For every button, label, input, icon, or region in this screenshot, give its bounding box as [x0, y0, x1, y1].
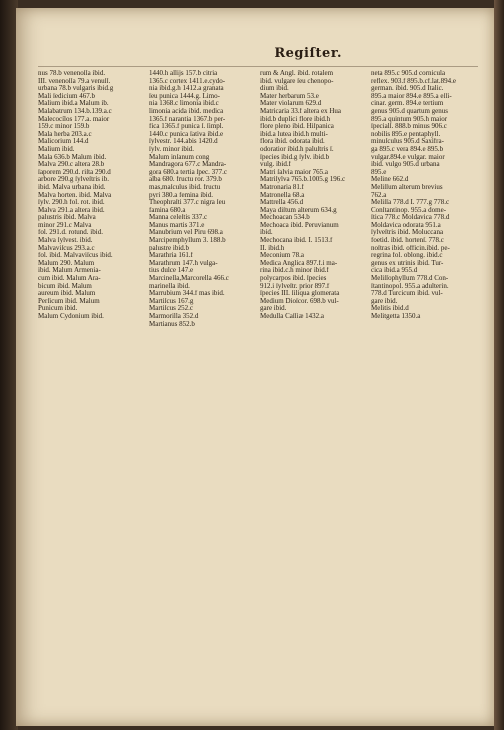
index-entry-line: aureum ibid. Malum	[38, 290, 96, 298]
index-entry-line: Theophraſti 377.c nigra ſeu	[149, 199, 226, 207]
index-entry-line: Matricaria 33.f altera ex Hua	[260, 107, 342, 115]
index-entry-line: bicum ibid. Malum	[38, 282, 92, 290]
index-entry-line: 895.a maior 894.e 895.a eſſi-	[371, 92, 452, 100]
index-entry-line: neta 895.c 905.d cornicula	[371, 70, 446, 77]
index-entry-line: ibid.	[260, 229, 273, 237]
index-entry-line: II. ibid.h	[260, 244, 285, 252]
index-entry-line: ſaporem 290.d. riſta 290.d	[38, 168, 111, 176]
index-entry-line: Malum inſanum cong	[149, 153, 210, 161]
index-entry-line: Martiſcus 167.g	[149, 297, 194, 305]
index-entry-line: mas,maſculus ibid. fructu	[149, 183, 221, 191]
index-entry-line: ga 895.c vera 894.e 895.b	[371, 145, 444, 153]
index-entry-line: palustris ibid. Malva	[38, 214, 96, 222]
index-entry-line: Mali ſedicium 467.b	[38, 92, 95, 100]
index-entry-line: famina 680.a	[149, 206, 186, 214]
index-entry-line: Marcinella,Marcorella 466.c	[149, 275, 229, 283]
index-entry-line: Perſicum ibid. Malum	[38, 297, 100, 305]
index-entry-line: ſylveſtris ibid. Moluccana	[371, 229, 444, 237]
index-entry-line: odoratior ibid.h paluſtris ſ.	[260, 145, 334, 153]
index-entry-line: 1440.c punica ſativa ibid.e	[149, 130, 224, 138]
header-rule	[38, 66, 478, 67]
index-entry-line: fica 1365.f punica ſ. ſimpl.	[149, 123, 224, 131]
index-entry-line: Meliſſa 778.d I. 777.g 778.c	[371, 199, 450, 207]
index-entry-line: Meliſſum alterum brevius	[371, 183, 443, 191]
index-entry-line: Meline 662.d	[371, 176, 409, 184]
index-entry-line: Mater violarum 629.d	[260, 100, 322, 108]
index-entry-line: vulg. ibid.f	[260, 161, 291, 169]
index-entry-line: 778.d Turcicum ibid. vul-	[371, 290, 443, 298]
index-entry-line: gare ibid.	[260, 305, 287, 313]
index-entry-line: Marmorilla 352.d	[149, 313, 199, 320]
register-page	[16, 8, 494, 726]
index-entry-line: regrina fol. oblong. ibid.c	[371, 252, 443, 260]
index-entry-line: urbana 78.b vulgaris ibid.g	[38, 85, 114, 93]
page-title: Regiſter.	[274, 46, 342, 61]
index-entry-line: ſtica 778.c Moldavica 778.d	[371, 214, 450, 222]
index-entry-line: noſtras ibid. officin.ibid. pe-	[371, 244, 450, 252]
index-entry-line: limonia acida ibid. medica	[149, 107, 224, 115]
index-entry-line: Manna celeſtis 337.c	[149, 214, 208, 222]
index-entry-line: nia ibid.g.h 1412.a granata	[149, 85, 224, 93]
index-entry-line: ibid. Malva urbana ibid.	[38, 183, 106, 191]
index-entry-line: fol. 291.d. rotund. ibid.	[38, 229, 103, 237]
index-entry-line: Malum 290. Malum	[38, 259, 95, 267]
index-entry-line: minuſculus 905.d Saxifra-	[371, 138, 444, 146]
index-entry-line: Marathria 161.f	[149, 252, 193, 260]
index-entry-line: ſpecies III. ſiliqua glomerata	[260, 290, 340, 298]
index-entry-line: marinella ibid.	[149, 282, 190, 290]
index-entry-line: Malva ſylvest. ibid.	[38, 237, 93, 245]
index-entry-line: Malva 290.c altera 28.b	[38, 161, 105, 169]
index-entry-line: Punicum ibid.	[38, 305, 78, 313]
index-entry-line: pyri 380.a femina ibid.	[149, 191, 213, 199]
index-entry-line: Medica Anglica 897.f.i ma-	[260, 259, 338, 267]
index-entry-line: Mater herbarum 53.e	[260, 92, 319, 100]
index-entry-line: Meliſſophyllum 778.d Con-	[371, 275, 449, 283]
index-entry-line: gora 680.a tertia ſpec. 377.c	[149, 168, 227, 176]
index-entry-line: Mechoacan 534.b	[260, 214, 310, 222]
index-entry-line: Malum Cydonium ibid.	[38, 313, 104, 320]
index-entry-line: rum & Angl. ibid. rotalem	[260, 70, 334, 77]
index-entry-line: Medium Dioſcor. 698.b vul-	[260, 297, 339, 305]
index-entry-line: Conſtantinop. 955.a dome-	[371, 206, 447, 214]
index-entry-line: Manus martis 371.e	[149, 221, 205, 229]
index-entry-line: ibid. Malum Armenia-	[38, 267, 101, 275]
index-entry-line: foetid. ibid. hortenſ. 778.c	[371, 237, 444, 245]
index-entry-line: flore pleno ibid. Hiſpanica	[260, 123, 334, 131]
index-entry-line: arbore 290.g ſylveſtris ib.	[38, 176, 109, 184]
index-entry-line: ibid.a lutea ibid.h multi-	[260, 130, 328, 138]
index-entry-line: Mechoaca ibid. Peruvianum	[260, 221, 339, 229]
index-entry-line: Melitis ibid.d	[371, 305, 409, 313]
index-entry-line: 912.i ſylveſtr. prior 897.f	[260, 282, 330, 290]
page-edge	[494, 0, 504, 730]
index-entry-line: cica ibid.a 955.d	[371, 267, 418, 275]
index-entry-line: dium ibid.	[260, 85, 289, 93]
index-entry-line: ſpecialſ. 888.b minus 906.c	[371, 123, 447, 131]
index-entry-line: ſpecies ibid.g ſylv. ibid.b	[260, 153, 330, 161]
index-entry-line: Malva 291.a altera ibid.	[38, 206, 105, 214]
index-entry-line: ſylvestr. 144.abis 1420.d	[149, 138, 218, 146]
index-entry-line: Mandragora 677.c Mandra-	[149, 161, 227, 169]
index-entry-line: 895.a quintum 905.h maior	[371, 115, 448, 123]
index-entry-line: nus 78.b venenoſſa ibid.	[38, 70, 106, 77]
index-entry-line: Malium ibid.	[38, 145, 75, 153]
index-entry-line: Mala 636.b Malum ibid.	[38, 153, 107, 161]
index-entry-line: 159.c minor 159.b	[38, 123, 90, 131]
index-entry-line: genus ex utrinis ibid. Tur-	[371, 259, 444, 267]
index-entry-line: Melitgetta 1350.a	[371, 313, 421, 320]
index-entry-line: 895.e	[371, 168, 387, 176]
index-entry-line: cum ibid. Malum Ara-	[38, 275, 101, 283]
index-entry-line: Matronaria 81.f	[260, 183, 304, 191]
index-entry-line: Malicorium 144.d	[38, 138, 89, 146]
index-entry-line: ibid. vulgo 905.d urbana	[371, 161, 440, 169]
index-entry-line: Mala herba 203.a.c	[38, 130, 92, 138]
index-entry-line: Medulla Caſſiæ 1432.a	[260, 313, 324, 320]
index-entry-line: Malvaviſcus 293.a.c	[38, 244, 95, 252]
index-entry-line: tius dulce 147.e	[149, 267, 194, 275]
index-entry-line: Manubrium vel Piru 698.a	[149, 229, 223, 237]
index-column-3	[260, 70, 367, 328]
index-entry-line: Mattrella 456.d	[260, 199, 304, 207]
index-entry-line: 762.a	[371, 191, 387, 199]
index-entry-line: Maya diſtum alterum 634.g	[260, 206, 337, 214]
index-entry-line: Meconium 78.a	[260, 252, 304, 260]
index-entry-line: rina ibid.c.h minor ibid.f	[260, 267, 329, 275]
index-entry-line: genus 905.d quartum genus	[371, 107, 448, 115]
index-columns	[38, 70, 478, 328]
index-entry-line: cinar. germ. 894.e tertium	[371, 100, 444, 108]
index-entry-line: vulgar.894.e vulgar. maior	[371, 153, 445, 161]
index-column-1	[38, 70, 145, 328]
index-entry-line: 1365.f narantia 1367.b per-	[149, 115, 226, 123]
index-entry-line: ſtantinopol. 955.a adulterin.	[371, 282, 449, 290]
index-entry-line: Moldavica odorata 951.a	[371, 221, 441, 229]
index-entry-line: nobilis 895.e pentaphyll.	[371, 130, 441, 138]
index-column-2	[149, 70, 256, 328]
index-entry-line: ſylv. 290.h fol. rot. ibid.	[38, 199, 105, 207]
index-entry-line: alba 680. fructu ror. 379.b	[149, 176, 222, 184]
index-entry-line: III. venenoſſa 79.a venuſſ.	[38, 77, 111, 85]
index-entry-line: minor 291.c Malva	[38, 221, 92, 229]
index-entry-line: ſeu punica 1444.g. Limo-	[149, 92, 220, 100]
index-entry-line: 1440.h allijs 157.b citria	[149, 70, 218, 77]
index-entry-line: Martianus 852.b	[149, 320, 195, 328]
index-entry-line: Marathrum 147.h vulga-	[149, 259, 218, 267]
index-entry-line: Malium ibid.a Malum ib.	[38, 100, 109, 108]
index-entry-line: fol. ibid. Malvaviſcus ibid.	[38, 252, 113, 260]
index-entry-line: Malva horten. ibid. Malva	[38, 191, 112, 199]
index-entry-line: Matri ſalvia maior 765.a	[260, 168, 329, 176]
index-entry-line: 1365.c cortex 1411.e.cydo-	[149, 77, 226, 85]
index-entry-line: ibid. vulgare ſeu chenopo-	[260, 77, 334, 85]
index-entry-line: Matronella 68.a	[260, 191, 305, 199]
index-entry-line: gare ibid.	[371, 297, 398, 305]
index-entry-line: Malabatrum 134.b.139.a.c	[38, 107, 112, 115]
index-entry-line: Malecocílos 177.a. maior	[38, 115, 110, 123]
index-entry-line: palustre ibid.b	[149, 244, 190, 252]
index-entry-line: reflex. 903.f 895.b.cf.lat.894.e	[371, 77, 456, 85]
index-entry-line: german. ibid. 905.d Italic.	[371, 85, 444, 93]
index-entry-line: Martiſcus 252.c	[149, 305, 193, 313]
index-entry-line: nia 1368.c limonia ibid.c	[149, 100, 219, 108]
index-entry-line: flora ibid. odorata ibid.	[260, 138, 325, 146]
index-entry-line: Mechocana ibid. I. 1513.f	[260, 237, 333, 245]
index-entry-line: ibid.b duplici flore ibid.h	[260, 115, 331, 123]
index-column-4	[371, 70, 478, 328]
index-entry-line: ſylv. minor ibid.	[149, 145, 195, 153]
index-entry-line: Marrubium 344.f mas ibid.	[149, 290, 225, 298]
index-entry-line: polycarpos ibid. ſpecies	[260, 275, 327, 283]
index-entry-line: Marcipemphyllum 3. 188.b	[149, 237, 226, 245]
index-entry-line: Matriſylva 765.b.1005.g 196.c	[260, 176, 346, 184]
